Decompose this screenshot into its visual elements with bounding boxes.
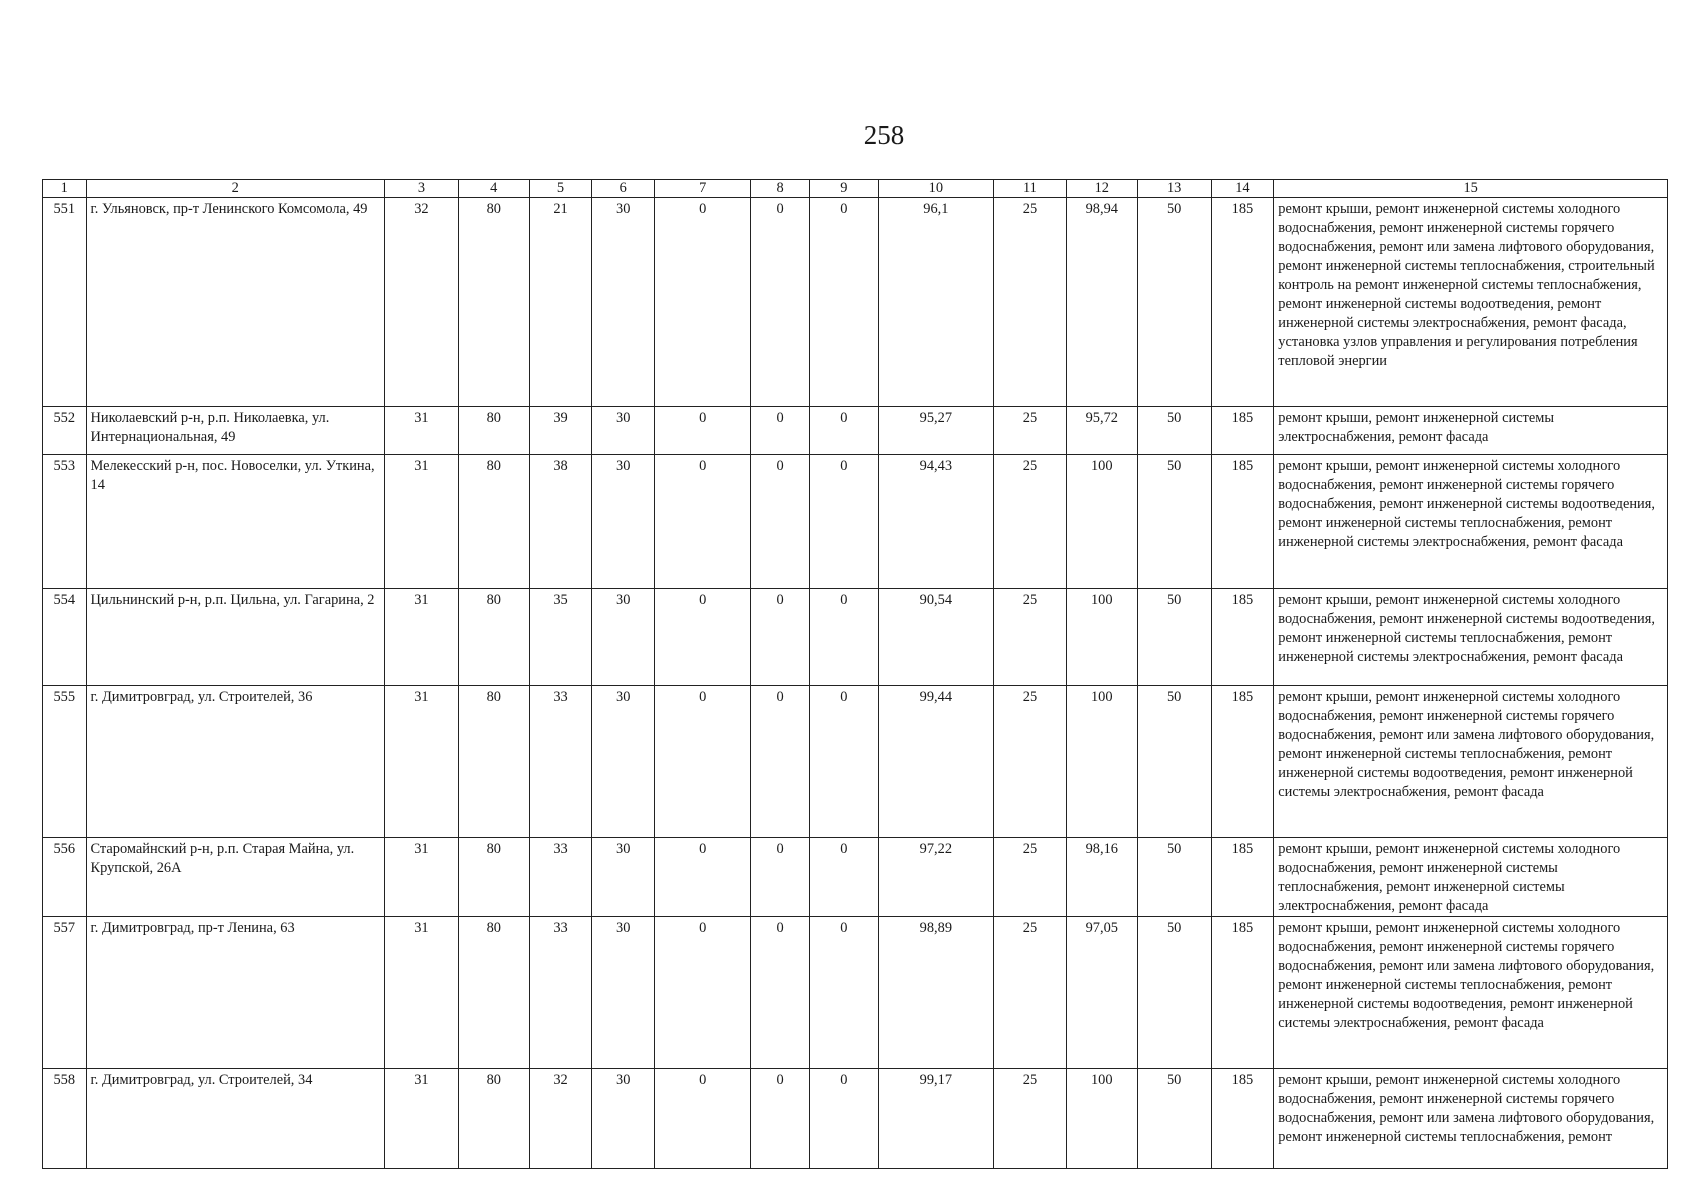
value-cell: 50: [1137, 1069, 1211, 1169]
value-cell: 0: [751, 838, 810, 917]
value-cell: 50: [1137, 589, 1211, 686]
works-cell: ремонт крыши, ремонт инженерной системы холодного водоснабжения, ремонт инженерной системы теплоснабжения, ремонт инженерной системы электроснабжения, ремонт фасада: [1274, 838, 1668, 917]
value-cell: 100: [1066, 455, 1137, 589]
works-cell: ремонт крыши, ремонт инженерной системы холодного водоснабжения, ремонт инженерной системы горячего водоснабжения, ремонт или замена лифтового оборудования, ремонт инженерной системы теплоснабжения, ремонт инженерной системы водоотведения, ремонт инженерной системы электроснабжения, ремонт фасада: [1274, 917, 1668, 1069]
value-cell: 98,94: [1066, 198, 1137, 407]
row-number: 551: [43, 198, 87, 407]
row-number: 555: [43, 686, 87, 838]
value-cell: 30: [592, 917, 655, 1069]
address-cell: Николаевский р-н, р.п. Николаевка, ул. Интернациональная, 49: [86, 407, 384, 455]
row-number: 553: [43, 455, 87, 589]
value-cell: 100: [1066, 589, 1137, 686]
works-cell: ремонт крыши, ремонт инженерной системы холодного водоснабжения, ремонт инженерной системы водоотведения, ремонт инженерной системы теплоснабжения, ремонт инженерной системы электроснабжения, ремонт фасада: [1274, 589, 1668, 686]
value-cell: 97,05: [1066, 917, 1137, 1069]
value-cell: 80: [458, 198, 529, 407]
value-cell: 0: [751, 198, 810, 407]
table-row: [43, 917, 1668, 1069]
address-cell: Старомайнский р-н, р.п. Старая Майна, ул. Крупской, 26А: [86, 838, 384, 917]
value-cell: 100: [1066, 686, 1137, 838]
value-cell: 25: [994, 407, 1067, 455]
value-cell: 185: [1211, 838, 1274, 917]
value-cell: 30: [592, 838, 655, 917]
value-cell: 25: [994, 838, 1067, 917]
value-cell: 98,89: [878, 917, 993, 1069]
value-cell: 185: [1211, 407, 1274, 455]
works-cell: ремонт крыши, ремонт инженерной системы электроснабжения, ремонт фасада: [1274, 407, 1668, 455]
value-cell: 95,27: [878, 407, 993, 455]
value-cell: 25: [994, 198, 1067, 407]
value-cell: 32: [384, 198, 458, 407]
value-cell: 50: [1137, 917, 1211, 1069]
value-cell: 30: [592, 455, 655, 589]
column-header: 10: [878, 180, 993, 198]
value-cell: 33: [529, 686, 592, 838]
value-cell: 80: [458, 1069, 529, 1169]
value-cell: 31: [384, 917, 458, 1069]
value-cell: 0: [655, 589, 751, 686]
value-cell: 185: [1211, 686, 1274, 838]
value-cell: 80: [458, 686, 529, 838]
registry-table: [42, 179, 1668, 1169]
value-cell: 30: [592, 1069, 655, 1169]
column-header: 8: [751, 180, 810, 198]
table-row: [43, 589, 1668, 686]
value-cell: 0: [655, 686, 751, 838]
table-row: [43, 1069, 1668, 1169]
value-cell: 98,16: [1066, 838, 1137, 917]
value-cell: 30: [592, 589, 655, 686]
value-cell: 31: [384, 1069, 458, 1169]
value-cell: 25: [994, 686, 1067, 838]
value-cell: 0: [655, 917, 751, 1069]
column-header: 15: [1274, 180, 1668, 198]
value-cell: 39: [529, 407, 592, 455]
column-header: 9: [809, 180, 878, 198]
value-cell: 30: [592, 198, 655, 407]
value-cell: 0: [751, 455, 810, 589]
address-cell: г. Ульяновск, пр-т Ленинского Комсомола, 49: [86, 198, 384, 407]
value-cell: 185: [1211, 198, 1274, 407]
row-number: 556: [43, 838, 87, 917]
value-cell: 96,1: [878, 198, 993, 407]
value-cell: 0: [751, 589, 810, 686]
table-row: [43, 686, 1668, 838]
row-number: 558: [43, 1069, 87, 1169]
header-row: [43, 180, 1668, 198]
value-cell: 50: [1137, 407, 1211, 455]
address-cell: Цильнинский р-н, р.п. Цильна, ул. Гагарина, 2: [86, 589, 384, 686]
value-cell: 0: [809, 455, 878, 589]
value-cell: 33: [529, 917, 592, 1069]
value-cell: 0: [809, 838, 878, 917]
value-cell: 0: [751, 686, 810, 838]
value-cell: 0: [655, 455, 751, 589]
row-number: 552: [43, 407, 87, 455]
value-cell: 21: [529, 198, 592, 407]
value-cell: 185: [1211, 917, 1274, 1069]
value-cell: 50: [1137, 198, 1211, 407]
value-cell: 80: [458, 838, 529, 917]
value-cell: 31: [384, 407, 458, 455]
value-cell: 185: [1211, 589, 1274, 686]
value-cell: 50: [1137, 838, 1211, 917]
works-cell: ремонт крыши, ремонт инженерной системы холодного водоснабжения, ремонт инженерной системы горячего водоснабжения, ремонт инженерной системы водоотведения, ремонт инженерной системы теплоснабжения, ремонт инженерной системы электроснабжения, ремонт фасада: [1274, 455, 1668, 589]
column-header: 14: [1211, 180, 1274, 198]
value-cell: 90,54: [878, 589, 993, 686]
table-row: [43, 455, 1668, 589]
address-cell: г. Димитровград, ул. Строителей, 34: [86, 1069, 384, 1169]
column-header: 2: [86, 180, 384, 198]
address-cell: г. Димитровград, пр-т Ленина, 63: [86, 917, 384, 1069]
works-cell: ремонт крыши, ремонт инженерной системы холодного водоснабжения, ремонт инженерной системы горячего водоснабжения, ремонт или замена лифтового оборудования, ремонт инженерной системы теплоснабжения, строительный контроль на ремонт инженерной системы теплоснабжения, ремонт инженерной системы водоотведения, ремонт инженерной системы электроснабжения, ремонт фасада, установка узлов управления и регулирования потребления тепловой энергии: [1274, 198, 1668, 407]
value-cell: 0: [809, 1069, 878, 1169]
value-cell: 100: [1066, 1069, 1137, 1169]
value-cell: 0: [655, 838, 751, 917]
value-cell: 31: [384, 455, 458, 589]
value-cell: 31: [384, 589, 458, 686]
value-cell: 25: [994, 455, 1067, 589]
value-cell: 32: [529, 1069, 592, 1169]
value-cell: 0: [655, 407, 751, 455]
value-cell: 25: [994, 1069, 1067, 1169]
value-cell: 99,44: [878, 686, 993, 838]
value-cell: 30: [592, 686, 655, 838]
value-cell: 0: [809, 407, 878, 455]
works-cell: ремонт крыши, ремонт инженерной системы холодного водоснабжения, ремонт инженерной системы горячего водоснабжения, ремонт или замена лифтового оборудования, ремонт инженерной системы теплоснабжения, ремонт: [1274, 1069, 1668, 1169]
column-header: 5: [529, 180, 592, 198]
value-cell: 0: [809, 686, 878, 838]
column-header: 13: [1137, 180, 1211, 198]
value-cell: 0: [751, 1069, 810, 1169]
value-cell: 94,43: [878, 455, 993, 589]
column-header: 3: [384, 180, 458, 198]
row-number: 554: [43, 589, 87, 686]
address-cell: г. Димитровград, ул. Строителей, 36: [86, 686, 384, 838]
column-header: 12: [1066, 180, 1137, 198]
value-cell: 80: [458, 455, 529, 589]
table-row: [43, 198, 1668, 407]
page-number: 258: [863, 120, 905, 150]
value-cell: 185: [1211, 1069, 1274, 1169]
table-row: [43, 407, 1668, 455]
value-cell: 185: [1211, 455, 1274, 589]
value-cell: 35: [529, 589, 592, 686]
value-cell: 30: [592, 407, 655, 455]
value-cell: 25: [994, 917, 1067, 1069]
value-cell: 31: [384, 838, 458, 917]
value-cell: 95,72: [1066, 407, 1137, 455]
column-header: 4: [458, 180, 529, 198]
value-cell: 99,17: [878, 1069, 993, 1169]
column-header: 1: [43, 180, 87, 198]
column-header: 6: [592, 180, 655, 198]
row-number: 557: [43, 917, 87, 1069]
address-cell: Мелекесский р-н, пос. Новоселки, ул. Уткина, 14: [86, 455, 384, 589]
value-cell: 0: [809, 198, 878, 407]
value-cell: 50: [1137, 686, 1211, 838]
table-row: [43, 838, 1668, 917]
value-cell: 50: [1137, 455, 1211, 589]
value-cell: 38: [529, 455, 592, 589]
value-cell: 0: [655, 198, 751, 407]
value-cell: 31: [384, 686, 458, 838]
value-cell: 97,22: [878, 838, 993, 917]
value-cell: 80: [458, 917, 529, 1069]
works-cell: ремонт крыши, ремонт инженерной системы холодного водоснабжения, ремонт инженерной системы горячего водоснабжения, ремонт или замена лифтового оборудования, ремонт инженерной системы теплоснабжения, ремонт инженерной системы водоотведения, ремонт инженерной системы электроснабжения, ремонт фасада: [1274, 686, 1668, 838]
value-cell: 80: [458, 589, 529, 686]
value-cell: 25: [994, 589, 1067, 686]
value-cell: 0: [809, 589, 878, 686]
value-cell: 0: [751, 407, 810, 455]
value-cell: 0: [751, 917, 810, 1069]
value-cell: 0: [809, 917, 878, 1069]
value-cell: 33: [529, 838, 592, 917]
value-cell: 0: [655, 1069, 751, 1169]
value-cell: 80: [458, 407, 529, 455]
column-header: 7: [655, 180, 751, 198]
column-header: 11: [994, 180, 1067, 198]
